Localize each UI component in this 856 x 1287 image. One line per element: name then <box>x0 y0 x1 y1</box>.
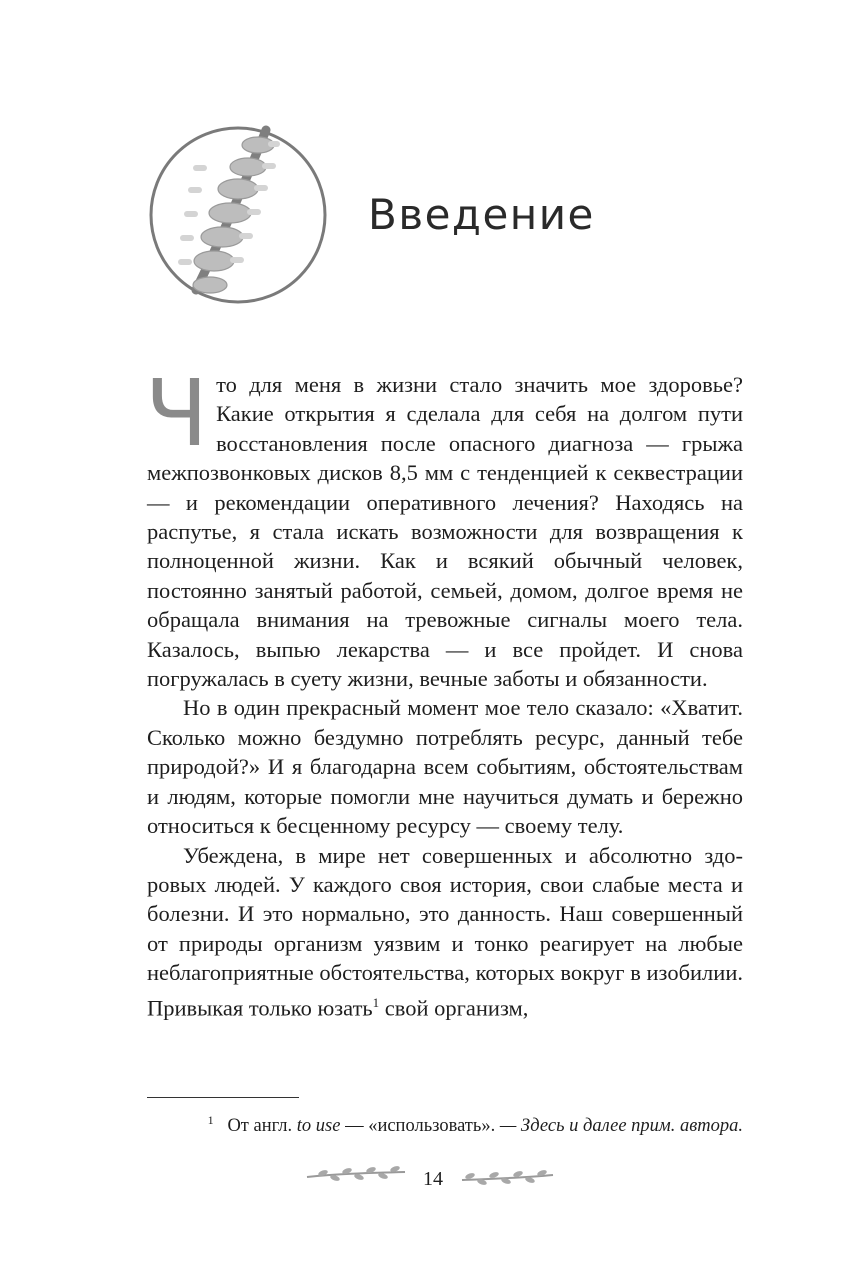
leaf-garland-icon <box>305 1160 407 1190</box>
footnote-mark: 1 <box>207 1113 214 1127</box>
paragraph <box>145 360 743 693</box>
footnote <box>147 1108 743 1138</box>
footnote-divider <box>147 1097 299 1098</box>
leaf-garland-icon <box>460 1160 555 1190</box>
drop-cap: Ч <box>145 360 209 467</box>
footnote-ref[interactable]: 1 <box>372 994 380 1010</box>
page-number: 14 <box>423 1168 443 1190</box>
chapter-title: Введение <box>368 190 595 239</box>
paragraph-text: свой организм, <box>379 995 529 1021</box>
footnote-prefix: От англ. <box>227 1116 293 1137</box>
paragraph-text: то для меня в жизни стало значить мое здоровье? Какие открытия я сделала для себя на долгом пути восстановления после опасного диагноза — грыжа межпозвонковых дисков 8,5 мм с тенденцией к секвестрации — и рекомендации оперативного лечения? Находясь на распутье, я стала искать возможности для возвращения к полноценной жизни. Как и всякий обычный человек, постоянно занятый работой, семьей, домом, долгое время не обращала внимания на тревожные сигналы моего тела. Казалось, выпью лекарства — и все пройдет. И снова погружалась в суету жизни, вечные заботы и обязанности. <box>147 372 743 692</box>
footnote-middle: — «использовать». <box>345 1116 496 1137</box>
footnote-term: to use <box>296 1116 341 1137</box>
paragraph: Но в один прекрасный момент мое тело сказало: «Хватит. Сколько можно бездумно потреблять ресурс, данный тебе природой?» И я благодарна всем событиям, обстоятельствам и людям, которые помогли мне научиться думать и бережно относиться к бесценному ресурсу — своему телу. <box>147 695 743 839</box>
paragraph-text: Убеждена, в мире нет совершенных и абсолютно здоровых людей. У каждого своя история, свои слабые места и болезни. И это нормально, это данность. Наш совершенный от природы организм уязвим и тонко реагирует на любые неблагоприятные обстоятельства, которых вокруг в изобилии. Привыкая только юзать <box>147 842 743 1021</box>
body-text <box>145 360 743 1022</box>
footnote-note: — Здесь и далее прим. автора. <box>499 1116 743 1137</box>
paragraph <box>147 841 743 1023</box>
spine-in-circle-icon <box>148 125 328 305</box>
